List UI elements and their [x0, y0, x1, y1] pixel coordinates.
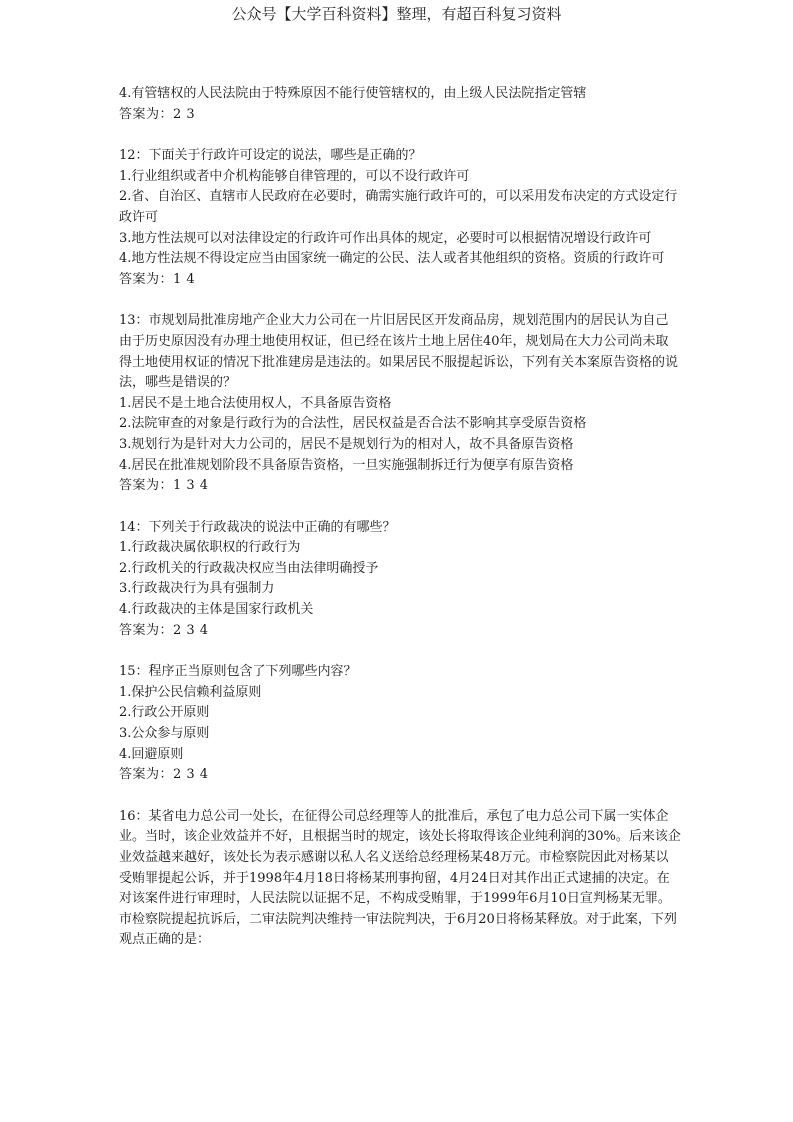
question-block-16 — [119, 807, 681, 951]
question-text: 14：下列关于行政裁决的说法中正确的有哪些？ — [119, 519, 396, 535]
answer-line: 答案为：2 3 4 — [119, 622, 209, 638]
question-text: 13：市规划局批准房地产企业大力公司在一片旧居民区开发商品房，规划范围内的居民认为自己由于历史原因没有办理土地使用权证，但已经在该片土地上居住40年，规划局在大力公司尚未取得土地使用权证的情况下批准建房是违法的。如果居民不服提起诉讼，下列有关本案原告资格的说法，哪些是错误的？ — [119, 313, 679, 391]
option-item: 4.行政裁决的主体是国家行政机关 — [119, 602, 314, 618]
option-item: 2.行政公开原则 — [119, 705, 210, 721]
question-block-13 — [119, 311, 681, 496]
question-text: 16：某省电力总公司一处长，在征得公司总经理等人的批准后，承包了电力总公司下属一实体企业。当时，该企业效益并不好，且根据当时的规定，该处长将取得该企业纯利润的30%。后来该企业效益越来越好，该处长为表示感谢以私人名义送给总经理杨某48万元。市检察院因此对杨某以受贿罪提起公诉，并于1998年4月18日将杨某刑事拘留，4月24日对其作出正式逮捕的决定。在对该案件进行审理时，人民法院以证据不足，不构成受贿罪，于1999年6月10日宣判杨某无罪。市检察院提起抗诉后，二审法院判决维持一审法院判决，于6月20日将杨某释放。对于此案，下列观点正确的是： — [119, 808, 681, 948]
option-item: 4.地方性法规不得设定应当由国家统一确定的公民、法人或者其他组织的资格。资质的行政许可 — [119, 251, 665, 267]
option-item: 1.行政裁决属依职权的行政行为 — [119, 540, 301, 556]
document-body — [119, 84, 681, 951]
page-header: 公众号【大学百科资料】整理，有超百科复习资料 — [231, 5, 562, 23]
question-block-12 — [119, 146, 681, 290]
option-item: 1.行业组织或者中介机构能够自律管理的，可以不设行政许可 — [119, 168, 470, 184]
option-item: 3.规划行为是针对大力公司的，居民不是规划行为的相对人，故不具备原告资格 — [119, 436, 574, 452]
option-item: 2.行政机关的行政裁决权应当由法律明确授予 — [119, 560, 379, 576]
option-item: 4.回避原则 — [119, 746, 184, 762]
question-block-15 — [119, 662, 681, 786]
answer-line: 答案为：2 3 — [119, 106, 196, 122]
option-item: 2.省、自治区、直辖市人民政府在必要时，确需实施行政许可的，可以采用发布决定的方式设定行政许可 — [119, 189, 678, 225]
question-block-14 — [119, 518, 681, 642]
answer-line: 答案为：1 3 4 — [119, 478, 209, 494]
option-item: 3.公众参与原则 — [119, 726, 210, 742]
question-text: 15：程序正当原则包含了下列哪些内容？ — [119, 664, 357, 680]
option-item: 2.法院审查的对象是行政行为的合法性，居民权益是否合法不影响其享受原告资格 — [119, 416, 587, 432]
answer-line: 答案为：1 4 — [119, 271, 196, 287]
answer-line: 答案为：2 3 4 — [119, 767, 209, 783]
option-item: 1.居民不是土地合法使用权人，不具备原告资格 — [119, 395, 392, 411]
option-item: 3.地方性法规可以对法律设定的行政许可作出具体的规定，必要时可以根据情况增设行政许可 — [119, 230, 652, 246]
question-text: 12：下面关于行政许可设定的说法，哪些是正确的？ — [119, 148, 422, 164]
option-item: 4.居民在批准规划阶段不具备原告资格，一旦实施强制拆迁行为便享有原告资格 — [119, 457, 574, 473]
option-item: 3.行政裁决行为具有强制力 — [119, 581, 275, 597]
option-item: 1.保护公民信赖利益原则 — [119, 684, 262, 700]
prev-question-block — [119, 84, 681, 125]
option-item: 4.有管辖权的人民法院由于特殊原因不能行使管辖权的，由上级人民法院指定管辖 — [119, 86, 587, 101]
